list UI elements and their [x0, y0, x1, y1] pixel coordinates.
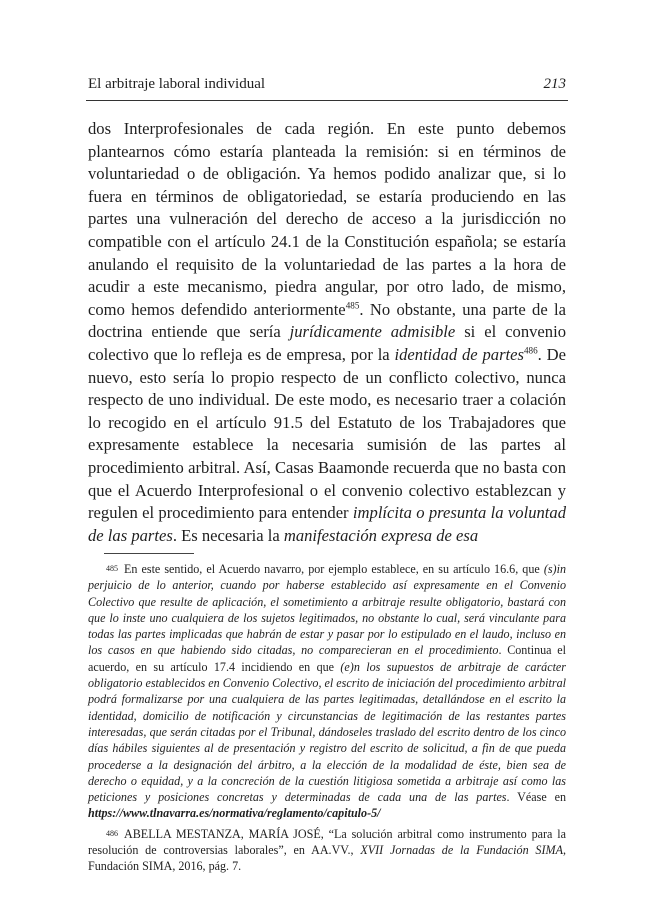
- footnote-link[interactable]: https://www.tlnavarra.es/normativa/reglamento/capitulo-5/: [88, 806, 381, 821]
- page-number: 213: [543, 76, 566, 92]
- body-text-run: . De nuevo, esto sería lo propio respecto de un conflicto colectivo, nunca respecto de uno individual. De este modo, es necesario traer a colación lo recogido en el artículo 91.5 del Estatuto de los Trabajadores que expresamente establece la necesaria sumisión de las partes al procedimiento arbitral. Así, Casas Baamonde recuerda que no basta con que el Acuerdo Interprofesional o el convenio colectivo establezcan y regulen el procedimiento para entender: [88, 344, 566, 523]
- footnote-italic-run: (e)n los supuestos de arbitraje de carácter obligatorio establecidos en Convenio Colectivo, el escrito de iniciación del procedimiento arbitral podrá formalizarse por una cualquiera de las partes legitimadas, detallándose en el escrito la identidad, domicilio de notificación y circunstancias de legitimación de las restantes partes interesadas, que serán citadas por el Tribunal, dándoseles traslado del escrito dentro de los cinco días hábiles siguientes al de presentación y registro del escrito de solicitud, a fin de que pueda procederse a la designación del árbitro, a la elección de la modalidad de éste, bien sea de derecho o equidad, y a la concreción de la cuestión litigiosa sometida a arbitraje así como las peticiones y posiciones concretas y determinadas de cada una de las partes: [88, 659, 567, 805]
- body-text-run: dos Interprofesionales de cada región. En este punto debemos plantearnos cómo estaría planteada la remisión: si en términos de voluntariedad o de obligación. Ya hemos podido analizar que, si lo fuera en términos de obligatoriedad, se estaría produciendo en las partes una vulneración del derecho de acceso a la jurisdicción no compatible con el artículo 24.1 de la Constitución española; se estaría anulando el requisito de la voluntariedad de las partes a la hora de acudir a este mecanismo, piedra angular, por otro lado, de mismo, como hemos defendido anteriormente: [88, 119, 566, 319]
- footnote-text-run: , Fundación SIMA, 2016, pág. 7.: [88, 843, 566, 874]
- body-text-run: . No obstante, una parte de la doctrina entiende que sería: [88, 299, 566, 342]
- body-text-run: si el convenio colectivo que lo refleja es de empresa, por la: [88, 322, 566, 364]
- body-paragraph: [88, 118, 566, 547]
- footnote-marker: 486: [106, 828, 118, 838]
- footnote-text-run: . Continua el acuerdo, en su artículo 17.4 incidiendo en que: [88, 643, 566, 674]
- footnote-separator: [104, 553, 194, 554]
- body-italic-run: jurídicamente admisible: [289, 322, 456, 342]
- body-text: [88, 118, 566, 547]
- footnote-486: [88, 826, 566, 875]
- footnote-485: [88, 561, 566, 822]
- header-rule: [86, 100, 568, 101]
- footnote-text-run: ABELLA MESTANZA, MARÍA JOSÉ, “La solución arbitral como instrumento para la resolución de controversias laborales”, en AA.VV.,: [88, 826, 566, 858]
- footnote-marker: 485: [106, 564, 118, 573]
- running-header: [88, 76, 566, 93]
- body-italic-run: identidad de partes: [394, 344, 524, 364]
- footnote-italic-run: (s)in perjuicio de lo anterior, cuando por haberse establecido así expresamente en el Convenio Colectivo que resulte de aplicación, el sometimiento a arbitraje resulte obligatorio, bastará con que lo inste uno cualquiera de los sujetos legitimados, no obstante lo cual, será vinculante para todas las partes implicadas que habrán de estar y pasar por lo estipulado en el laudo, incluso en los casos en que habiendo sido citadas, no comparecieran en el procedimiento: [88, 562, 566, 658]
- footnotes: [88, 561, 566, 879]
- footnote-ref-485[interactable]: 485: [345, 300, 360, 311]
- footnote-text-run: En este sentido, el Acuerdo navarro, por ejemplo establece, en su artículo 16.6, que: [124, 562, 544, 576]
- body-italic-run: implícita o presunta la voluntad de las partes: [88, 503, 566, 545]
- footnote-ref-486[interactable]: 486: [523, 345, 538, 356]
- footnote-italic-run: XVII Jornadas de la Fundación SIMA: [360, 843, 563, 858]
- footnote-text-run: . Véase en: [506, 790, 566, 805]
- body-text-run: . Es necesaria la: [172, 525, 284, 545]
- body-italic-run: manifestación expresa de esa: [283, 525, 479, 545]
- running-title: El arbitraje laboral individual: [88, 76, 266, 92]
